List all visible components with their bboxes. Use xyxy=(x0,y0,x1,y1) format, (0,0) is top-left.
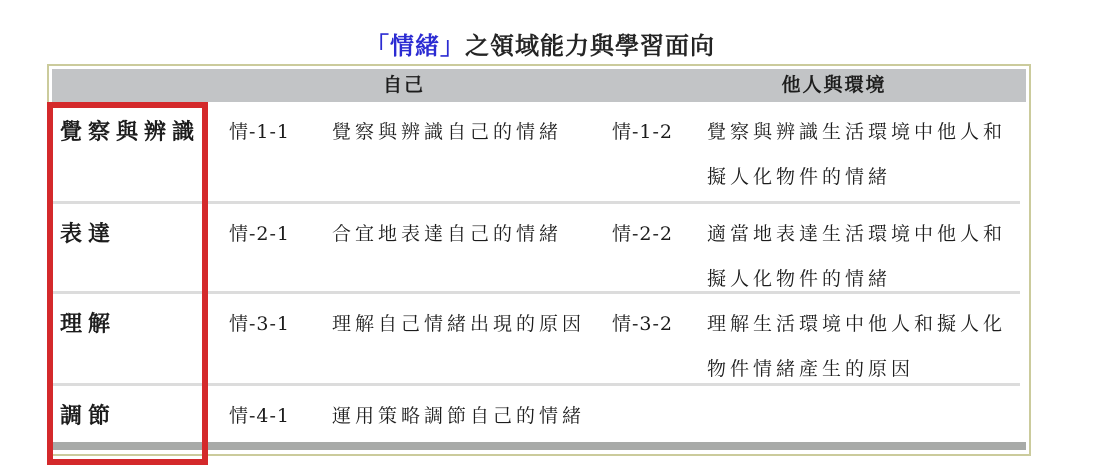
self-code: 情-2-1 xyxy=(229,223,291,245)
page-title-text: 之領域能力與學習面向 xyxy=(465,33,715,60)
table-header-row xyxy=(52,69,1026,102)
self-description: 合宜地表達自己的情緒 xyxy=(332,223,563,245)
table-row xyxy=(49,386,1029,442)
env-description xyxy=(707,394,1029,442)
ability-label: 表達 xyxy=(60,221,117,247)
env-description: 適當地表達生活環境中他人和擬人化物件的情緒 xyxy=(707,223,1007,290)
table-row xyxy=(49,294,1029,386)
page-title xyxy=(0,26,1080,61)
column-header-self: 自己 xyxy=(382,74,426,96)
title-emotion-link[interactable]: 「情緒」 xyxy=(365,33,465,60)
env-code: 情-2-2 xyxy=(612,223,674,245)
self-code: 情-3-1 xyxy=(229,313,291,335)
table-bottom-border-bar xyxy=(52,442,1026,450)
self-code: 情-4-1 xyxy=(229,405,291,427)
ability-label: 理解 xyxy=(60,311,117,337)
abilities-table xyxy=(47,64,1031,456)
self-description: 覺察與辨識自己的情緒 xyxy=(332,121,563,143)
column-header-others: 他人與環境 xyxy=(781,74,887,96)
ability-label: 調節 xyxy=(60,403,117,429)
env-code xyxy=(612,394,707,442)
env-code: 情-1-2 xyxy=(612,121,674,143)
env-description: 覺察與辨識生活環境中他人和擬人化物件的情緒 xyxy=(707,121,1007,188)
env-description: 理解生活環境中他人和擬人化物件情緒產生的原因 xyxy=(707,313,1007,380)
self-code: 情-1-1 xyxy=(229,121,291,143)
table-row xyxy=(49,102,1029,204)
self-description: 運用策略調節自己的情緒 xyxy=(332,405,586,427)
env-code: 情-3-2 xyxy=(612,313,674,335)
ability-label: 覺察與辨識 xyxy=(60,119,201,145)
table-row xyxy=(49,204,1029,294)
self-description: 理解自己情緒出現的原因 xyxy=(332,313,586,335)
